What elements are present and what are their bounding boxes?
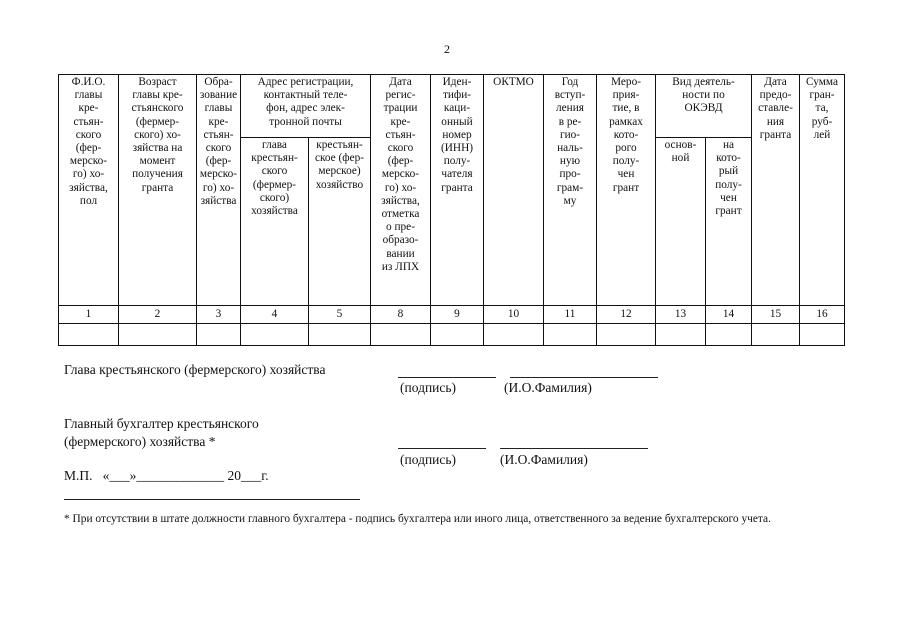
header-text-line: кре- (78, 102, 99, 115)
header-text-line: главы кре- (132, 89, 183, 102)
header-text-line: онный (441, 115, 473, 128)
footnote: * При отсутствии в штате должности главного бухгалтера - подпись бухгалтера или иного лица, ответственного за ведение бухгалтерского учета. (64, 513, 771, 525)
header-text-line: чателя (441, 168, 473, 181)
header-full-name (59, 75, 119, 306)
header-text-line: грант (612, 181, 640, 194)
header-text-line: вступ- (554, 89, 586, 102)
table-cell[interactable] (241, 324, 309, 346)
head-name-caption: (И.О.Фамилия) (504, 380, 592, 395)
header-address-head (241, 138, 309, 306)
header-text-line: ского (387, 142, 414, 155)
stamp-date-line[interactable]: М.П. «___»_____________ 20___г. (64, 468, 269, 483)
header-text-line: контактный теле- (263, 89, 348, 102)
header-text-line: рый (718, 165, 739, 178)
header-text-line: полу- (612, 155, 640, 168)
header-text-line: ского (205, 142, 232, 155)
column-number: 12 (597, 306, 656, 324)
header-text-line: момент (139, 155, 176, 168)
header-text-line: зяйства, (381, 194, 420, 207)
header-text-line: стьян- (73, 115, 104, 128)
header-text-line: (фер- (75, 142, 102, 155)
header-text-line: получения (132, 168, 183, 181)
column-number: 1 (59, 306, 119, 324)
header-text-line: зяйства (200, 194, 237, 207)
header-text-line: Дата (764, 76, 787, 88)
header-text-line: Меро- (611, 76, 641, 88)
header-text-line: крестьян- (316, 139, 363, 151)
footnote-separator (64, 499, 360, 500)
header-text-line: про- (559, 168, 581, 181)
header-text-line: предо- (759, 89, 792, 102)
header-text-line: хозяйства (251, 205, 298, 218)
head-name-line[interactable] (510, 377, 658, 378)
header-text-line: каци- (443, 102, 471, 115)
column-number: 3 (197, 306, 241, 324)
header-text-line: ского) (259, 191, 290, 204)
header-text-line: Год (561, 76, 579, 88)
header-text-line: из ЛПХ (381, 260, 420, 273)
header-text-line: ную (559, 155, 581, 168)
header-text-line: (фер- (387, 155, 414, 168)
table-cell[interactable] (597, 324, 656, 346)
header-text-line: (фер- (205, 155, 232, 168)
header-text-line: тронной почты (269, 115, 342, 128)
header-text-line: лей (813, 128, 831, 141)
accountant-signature-caption: (подпись) (400, 452, 457, 467)
table-cell[interactable] (706, 324, 752, 346)
header-text-line: Сумма (806, 76, 838, 88)
header-text-line: кото- (613, 128, 639, 141)
table-cell[interactable] (544, 324, 597, 346)
chief-accountant-label-cont: (фермерского) хозяйства * (64, 434, 216, 449)
accountant-name-caption: (И.О.Фамилия) (500, 452, 588, 467)
header-text-line: о пре- (386, 221, 415, 234)
header-grant-amount (800, 75, 845, 306)
header-program-year (544, 75, 597, 306)
header-text-line: кре- (390, 115, 411, 128)
table-cell[interactable] (371, 324, 431, 346)
header-text-line: ставле- (758, 102, 793, 115)
header-text-line: пол (79, 194, 98, 207)
header-text-line: прия- (612, 89, 640, 102)
header-text-line: стьянского (131, 102, 184, 115)
header-text-line: в ре- (558, 115, 582, 128)
header-text-line: го) хо- (72, 168, 105, 181)
header-text-line: ной (671, 152, 690, 165)
column-number: 8 (371, 306, 431, 324)
header-text-line: зяйства на (132, 142, 183, 155)
header-text-line: образо- (382, 234, 419, 247)
header-text-line: ского) хо- (134, 128, 181, 141)
accountant-name-line[interactable] (500, 448, 648, 449)
header-text-line: Адрес регистрации, (257, 76, 354, 88)
header-measure (597, 75, 656, 306)
header-text-line: гио- (559, 128, 581, 141)
column-number: 5 (309, 306, 371, 324)
page-number: 2 (444, 42, 450, 56)
header-text-line: Иден- (442, 76, 472, 88)
header-text-line: кото- (716, 152, 741, 165)
header-text-line: на (722, 139, 735, 151)
table-cell[interactable] (59, 324, 119, 346)
header-activity-type (656, 75, 752, 138)
header-address-farm (309, 138, 371, 306)
header-text-line: ОКТМО (493, 76, 534, 88)
column-number: 14 (706, 306, 752, 324)
header-text-line: мерско- (199, 168, 238, 181)
header-text-line: руб- (811, 115, 833, 128)
header-age (119, 75, 197, 306)
table-cell[interactable] (431, 324, 484, 346)
column-numbers-row (59, 306, 845, 324)
header-text-line: му (563, 194, 577, 207)
header-text-line: крестьян- (251, 152, 298, 165)
header-text-line: (ИНН) (441, 142, 473, 155)
header-text-line: тифи- (442, 89, 472, 102)
header-text-line: Вид деятель- (672, 76, 735, 88)
header-text-line: глава (262, 139, 287, 151)
header-text-line: тие, в (612, 102, 640, 115)
head-signature-caption: (подпись) (400, 380, 457, 395)
header-registration-date (371, 75, 431, 306)
header-text-line: чен (617, 168, 635, 181)
header-address (241, 75, 371, 138)
header-text-line: грант (715, 205, 742, 218)
header-text-line: ского (261, 165, 288, 178)
header-text-line: го) хо- (202, 181, 235, 194)
header-text-line: трации (383, 102, 418, 115)
header-text-line: ское (фер- (314, 152, 365, 165)
head-signature-line[interactable] (398, 377, 496, 378)
column-number: 2 (119, 306, 197, 324)
column-number: 16 (800, 306, 845, 324)
table-cell[interactable] (484, 324, 544, 346)
header-text-line: гранта (759, 128, 792, 141)
header-activity-main (656, 138, 706, 306)
header-text-line: гранта (141, 181, 174, 194)
header-text-line: та, (815, 102, 829, 115)
grant-recipients-table (58, 74, 845, 346)
table-cell[interactable] (656, 324, 706, 346)
header-text-line: мерско- (69, 155, 108, 168)
header-text-line: полу- (715, 178, 742, 191)
header-text-line: регис- (385, 89, 416, 102)
table-cell[interactable] (800, 324, 845, 346)
header-text-line: хозяйство (315, 178, 364, 191)
header-text-line: го) хо- (384, 181, 417, 194)
header-text-line: рамках (609, 115, 643, 128)
header-text-line: ния (766, 115, 785, 128)
header-text-line: ности по (682, 89, 725, 102)
column-number: 4 (241, 306, 309, 324)
header-text-line: полу- (443, 155, 471, 168)
header-text-line: Обра- (204, 76, 233, 88)
table-row (59, 324, 845, 346)
header-activity-grant (706, 138, 752, 306)
header-text-line: гран- (809, 89, 835, 102)
header-text-line: стьян- (385, 128, 416, 141)
column-number: 9 (431, 306, 484, 324)
header-text-line: (фермер- (252, 178, 297, 191)
header-grant-date (752, 75, 800, 306)
header-text-line: (фермер- (135, 115, 180, 128)
column-number: 15 (752, 306, 800, 324)
header-text-line: главы (74, 89, 103, 102)
header-text-line: отметка (381, 208, 420, 221)
header-text-line: чен (720, 191, 737, 204)
column-number: 11 (544, 306, 597, 324)
header-text-line: Ф.И.О. (71, 76, 106, 88)
header-text-line: фон, адрес элек- (266, 102, 345, 115)
header-text-line: зование (199, 89, 238, 102)
header-text-line: стьян- (203, 128, 234, 141)
table-cell[interactable] (197, 324, 241, 346)
header-text-line: ского (75, 128, 102, 141)
header-text-line: мерское) (318, 165, 361, 178)
header-oktmo (484, 75, 544, 306)
header-text-line: Дата (389, 76, 412, 88)
header-text-line: мерско- (381, 168, 420, 181)
header-inn (431, 75, 484, 306)
header-text-line: номер (442, 128, 472, 141)
header-text-line: вании (386, 247, 415, 260)
header-text-line: главы (204, 102, 233, 115)
table-cell[interactable] (119, 324, 197, 346)
header-text-line: кре- (208, 115, 229, 128)
column-number: 13 (656, 306, 706, 324)
column-number: 10 (484, 306, 544, 324)
table-cell[interactable] (752, 324, 800, 346)
table-cell[interactable] (309, 324, 371, 346)
header-education (197, 75, 241, 306)
header-text-line: грам- (556, 181, 584, 194)
header-text-line: наль- (557, 142, 583, 155)
chief-accountant-label: Главный бухгалтер крестьянского (64, 416, 259, 431)
header-text-line: Возраст (138, 76, 177, 88)
head-of-farm-label: Глава крестьянского (фермерского) хозяйства (64, 362, 326, 377)
header-text-line: основ- (664, 139, 697, 151)
header-text-line: зяйства, (69, 181, 108, 194)
header-text-line: гранта (441, 181, 473, 194)
header-text-line: рого (615, 142, 637, 155)
header-text-line: ОКЭВД (684, 102, 723, 115)
accountant-signature-line[interactable] (398, 448, 486, 449)
header-text-line: ления (556, 102, 584, 115)
